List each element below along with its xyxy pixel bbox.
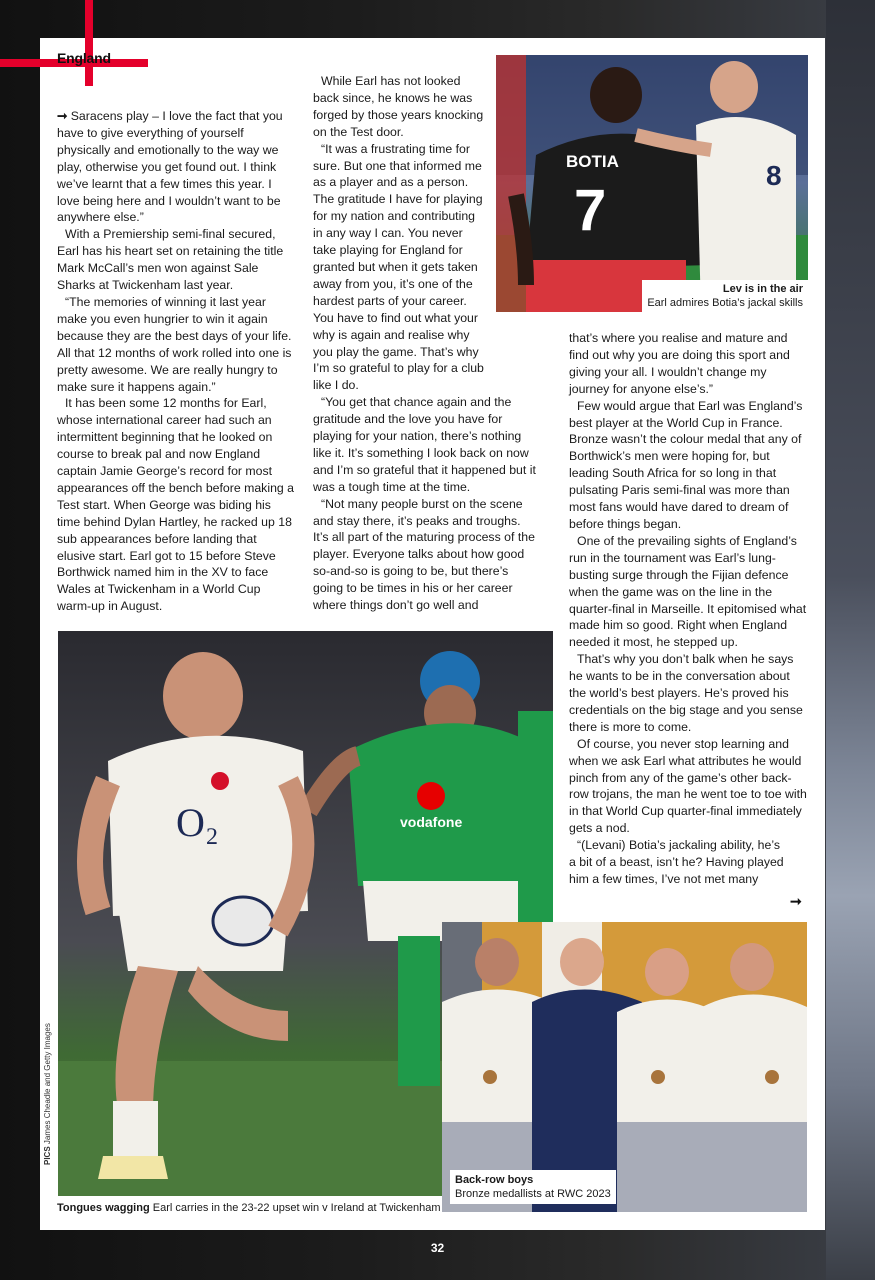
paragraph: ➞ Saracens play – I love the fact that you have to give everything of yourself physically and emotionally to the way we play, otherwise you get found out. I think we’ve learnt that a few times this year. I love being here and I wouldn’t want to be anywhere else.” — [57, 109, 283, 225]
caption-title: Tongues wagging — [57, 1202, 150, 1214]
paragraph: Of course, you never stop learning and when we ask Earl what attributes he would pinch from any of the game’s other back-row trojans, the man he went toe to toe with in that World Cup quarter-final immediately gets a nod. — [569, 736, 807, 836]
caption-text: Earl admires Botia’s jackal skills — [647, 297, 803, 309]
paragraph: With a Premiership semi-final secured, Earl has his heart set on retaining the title Mark McCall’s men won against Sale Sharks at Twickenham last year. — [57, 227, 284, 293]
paragraph: “You get that chance again and the gratitude and the love you have for playing for your nation, there’s nothing like it. It’s something I look back on now and I’m so grateful that it happened but it was a tough time at the time. — [313, 395, 536, 494]
continue-arrow-icon: ➞ — [57, 109, 68, 123]
jersey-number: 7 — [574, 178, 607, 243]
paragraph: While Earl has not looked back since, he knows he was forged by those years knocking on the Test door. — [313, 74, 484, 139]
photo-credit: PICS James Cheadle and Getty Images — [43, 1023, 52, 1165]
paragraph: “(Levani) Botia’s jackaling ability, he’s a bit of a beast, isn’t he? Having played him a few times, I’ve not met many — [569, 838, 784, 886]
accent-bar-vertical — [85, 0, 93, 86]
back-number: 8 — [766, 160, 782, 191]
paragraph: Few would argue that Earl was England’s best player at the World Cup in France. Bronze wasn’t the colour medal that any of Borthwick’s men were hoping for, but leading South Africa for so long in that pulsating Paris semi-final was more than most fans would have dared to dream of before things began. — [569, 398, 803, 531]
continue-arrow-icon: ➞ — [790, 893, 802, 909]
photo-illustration — [442, 922, 807, 1212]
paragraph: That’s why you don’t balk when he says he wants to be in the conversation about the world’s best players. He’s proved his credentials on the big stage and you sense there is more to come. — [569, 652, 803, 734]
photo-botia-earl — [496, 55, 808, 312]
paragraph: One of the prevailing sights of England’s run in the tournament was Earl’s lung-busting surge through the Fijian defence when the game was on the line in the quarter-final in Marseille. It epitomised what made him so good. Right when England needed it most, he stepped up. — [569, 533, 807, 650]
sponsor-text: vodafone — [400, 814, 463, 830]
caption-title: Back-row boys — [455, 1174, 534, 1186]
photo-illustration — [496, 55, 808, 312]
paragraph: “Not many people burst on the scene and stay there, it’s peaks and troughs. It’s all part of the maturing process of the player. Everyone talks about how good so-and-so is going to be, but there’s going to be times in his or her career where things don’t go well and — [313, 496, 535, 613]
jersey-name: BOTIA — [566, 152, 619, 171]
photo-caption — [450, 1170, 616, 1204]
caption-title: Lev is in the air — [722, 283, 803, 295]
paragraph: “It was a frustrating time for sure. But one that informed me as a player and as a person. The gratitude I have for playing for my nation and contributing in any way I can. You never take playing for England for granted but when it gets taken away from you, it’s one of the hardest parts of your career. You have to find out what your why is again and realise why you play the game. That’s why I’m so grateful to play for a club like I do. — [313, 141, 484, 393]
caption-text: Earl carries in the 23-22 upset win v Ireland at Twickenham — [152, 1202, 441, 1214]
background-photo-strip — [826, 0, 875, 1280]
photo-back-row-boys — [442, 922, 807, 1212]
caption-text: Bronze medallists at RWC 2023 — [455, 1188, 611, 1200]
paragraph: “The memories of winning it last year make you even hungrier to win it again because they are the best days of your life. All that 12 months of work rolled into one is pretty awesome. We are really hungry to make sure it happens again.” — [57, 294, 292, 394]
photo-caption — [642, 280, 808, 312]
sponsor-logo-icon: O₂ — [176, 800, 219, 845]
text-column-1 — [57, 108, 295, 615]
section-label: England — [57, 50, 111, 66]
photo-caption — [57, 1202, 441, 1214]
paragraph: that’s where you realise and mature and find out why you are doing this sport and giving your all. I wouldn’t change my journey for anyone else’s.” — [569, 331, 790, 396]
page-number: 32 — [430, 1241, 445, 1255]
paragraph: It has been some 12 months for Earl, whose international career had such an intermittent beginning that he looked on course to break pal and now England captain Jamie George’s record for most appearances off the bench before making a Test start. When George was biding his time behind Dylan Hartley, he racked up 18 sub appearances before landing that elusive start. Earl got to 15 before Steve Borthwick named him in the XV to face Wales at Twickenham in a World Cup warm-up in August. — [57, 396, 294, 614]
text-column-3 — [569, 330, 807, 888]
